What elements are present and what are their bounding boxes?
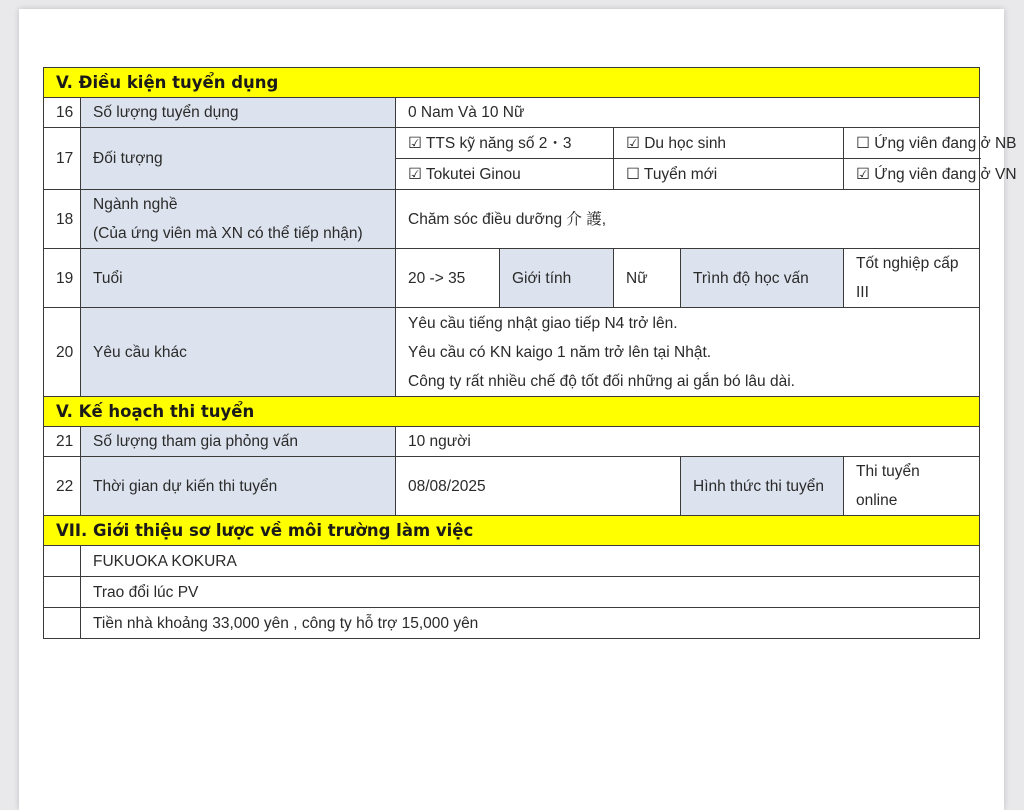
row-21 xyxy=(44,427,980,457)
env-text: Tiền nhà khoảng 33,000 yên , công ty hỗ trợ 15,000 yên xyxy=(81,608,980,639)
row-number: 18 xyxy=(44,190,81,249)
section-header-exam-plan xyxy=(44,397,980,427)
section-title: VII. Giới thiệu sơ lược về môi trường làm việc xyxy=(44,516,980,546)
exam-date-value: 08/08/2025 xyxy=(396,457,681,516)
document-page xyxy=(19,9,1017,810)
env-row xyxy=(44,546,980,577)
gender-label: Giới tính xyxy=(500,249,614,308)
row-number xyxy=(44,546,81,577)
other-requirements xyxy=(396,308,980,397)
requirement-line: Yêu cầu tiếng nhật giao tiếp N4 trở lên. xyxy=(408,314,678,332)
env-row xyxy=(44,577,980,608)
value-line: Thi tuyển xyxy=(856,463,920,480)
row-label: Số lượng tham gia phỏng vấn xyxy=(81,427,396,457)
row-22 xyxy=(44,457,980,516)
exam-form-label: Hình thức thi tuyển xyxy=(681,457,844,516)
row-label: Số lượng tuyển dụng xyxy=(81,98,396,128)
occupation-value: Chăm sóc điều dưỡng 介 護, xyxy=(396,190,980,249)
row-number xyxy=(44,608,81,639)
checkbox-tts-skill[interactable]: ☑ TTS kỹ năng số 2・3 xyxy=(396,128,614,159)
row-number: 21 xyxy=(44,427,81,457)
exam-form-value xyxy=(844,457,980,516)
requirement-line: Yêu cầu có KN kaigo 1 năm trở lên tại Nhật. xyxy=(408,343,712,361)
section-header-environment xyxy=(44,516,980,546)
row-number: 20 xyxy=(44,308,81,397)
row-number xyxy=(44,577,81,608)
row-label: Thời gian dự kiến thi tuyển xyxy=(81,457,396,516)
education-value xyxy=(844,249,980,308)
section-title: V. Kế hoạch thi tuyển xyxy=(44,397,980,427)
label-line: (Của ứng viên mà XN có thể tiếp nhận) xyxy=(93,225,363,242)
value-line: online xyxy=(856,492,898,509)
requirement-line: Công ty rất nhiều chế độ tốt đối những ai gắn bó lâu dài. xyxy=(408,372,795,390)
age-value: 20 -> 35 xyxy=(396,249,500,308)
row-label: Yêu cầu khác xyxy=(81,308,396,397)
row-label xyxy=(81,190,396,249)
value-line: Tốt nghiệp cấp xyxy=(856,255,959,272)
row-16 xyxy=(44,98,980,128)
env-text: FUKUOKA KOKURA xyxy=(81,546,980,577)
recruit-quantity-value: 0 Nam Và 10 Nữ xyxy=(396,98,980,128)
checkbox-candidate-vietnam[interactable]: ☑ Ứng viên đang ở VN xyxy=(844,159,980,190)
section-title: V. Điều kiện tuyển dụng xyxy=(44,68,980,98)
row-label: Đối tượng xyxy=(81,128,396,190)
section-header-conditions xyxy=(44,68,980,98)
gender-value: Nữ xyxy=(614,249,681,308)
checkbox-new-recruit[interactable]: ☐ Tuyển mới xyxy=(614,159,844,190)
row-19 xyxy=(44,249,980,308)
row-17 xyxy=(44,128,980,159)
row-label: Tuổi xyxy=(81,249,396,308)
label-line: Ngành nghề xyxy=(93,196,178,213)
row-number: 19 xyxy=(44,249,81,308)
row-18 xyxy=(44,190,980,249)
env-text: Trao đổi lúc PV xyxy=(81,577,980,608)
checkbox-tokutei-ginou[interactable]: ☑ Tokutei Ginou xyxy=(396,159,614,190)
education-label: Trình độ học vấn xyxy=(681,249,844,308)
row-20 xyxy=(44,308,980,397)
row-number: 17 xyxy=(44,128,81,190)
checkbox-student[interactable]: ☑ Du học sinh xyxy=(614,128,844,159)
env-row xyxy=(44,608,980,639)
recruitment-form-table xyxy=(43,67,1017,639)
row-number: 22 xyxy=(44,457,81,516)
interview-count-value: 10 người xyxy=(396,427,980,457)
value-line: III xyxy=(856,284,869,301)
row-number: 16 xyxy=(44,98,81,128)
checkbox-candidate-japan[interactable]: ☐ Ứng viên đang ở NB xyxy=(844,128,980,159)
